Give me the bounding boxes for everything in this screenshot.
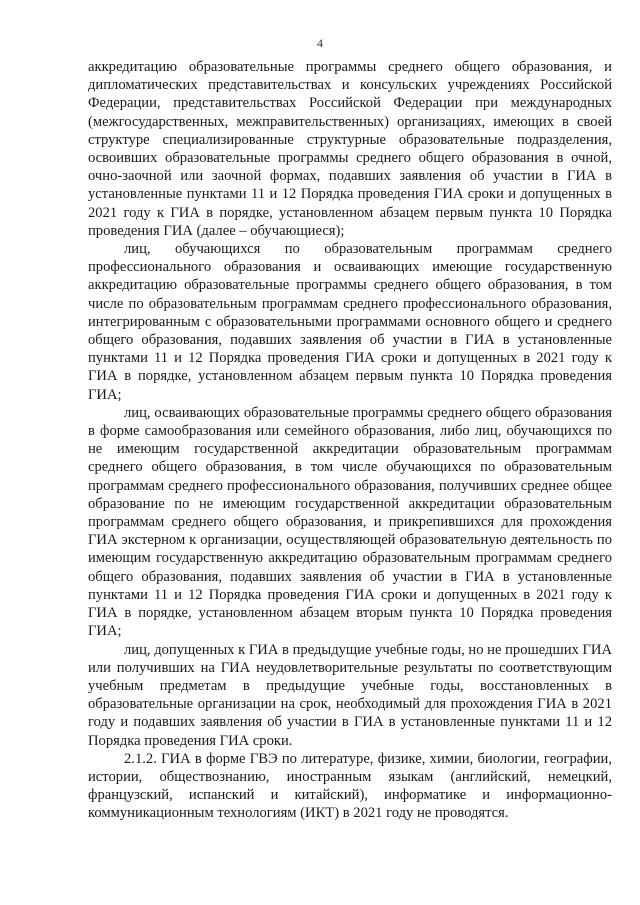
paragraph-previous-years: лиц, допущенных к ГИА в предыдущие учебные годы, но не прошедших ГИА или получивших на ГИА неудовлетворительные результаты по соответствующим учебным предметам в предыдущие учебные годы, восстановленных в образовательные организации на срок, необходимый для прохождения ГИА в 2021 году и подавших заявления об участии в ГИА в установленные пунктами 11 и 12 Порядка проведения ГИА сроки. — [88, 641, 612, 749]
page-number: 4 — [317, 36, 323, 50]
paragraph-self-education: лиц, осваивающих образовательные программы среднего общего образования в форме самообразования или семейного образования, либо лиц, обучающихся по не имеющим государственной аккредитации образовательным программам среднего общего образования, в том числе обучающихся по образовательным программам среднего профессионального образования, получивших среднее общее образование по не имеющим государственной аккредитации образовательным программам среднего общего образования, и прикрепившихся для прохождения ГИА экстерном к организации, осуществляющей образовательную деятельность по имеющим государственную аккредитацию образовательным программам среднего общего образования, подавших заявления об участии в ГИА в установленные пунктами 11 и 12 Порядка проведения ГИА сроки и допущенных в 2021 году к ГИА в порядке, установленном абзацем вторым пункта 10 Порядка проведения ГИА; — [88, 404, 612, 640]
paragraph-spo-students: лиц, обучающихся по образовательным программам среднего профессионального образования и осваивающих имеющие государственную аккредитацию образовательные программы среднего общего образования, в том числе по образовательным программам среднего профессионального образования, интегрированным с образовательными программами основного общего и среднего общего образования, подавших заявления об участии в ГИА в установленные пунктами 11 и 12 Порядка проведения ГИА сроки и допущенных в 2021 году к ГИА в порядке, установленном абзацем первым пункта 10 Порядка проведения ГИА; — [88, 241, 612, 403]
paragraph-clause-2-1-2: 2.1.2. ГИА в форме ГВЭ по литературе, физике, химии, биологии, географии, истории, обществознанию, иностранным языкам (английский, немецкий, французский, испанский и китайский), информатике и информационно-коммуникационным технологиям (ИКТ) в 2021 году не проводятся. — [88, 750, 612, 822]
paragraph-continuation: аккредитацию образовательные программы среднего общего образования, и дипломатических представительствах и консульских учреждениях Российской Федерации, представительствах Российской Федерации при международных (межгосударственных, межправительственных) организациях, имеющих в своей структуре специализированные структурные образовательные подразделения, освоивших образовательные программы среднего общего образования в очной, очно-заочной или заочной формах, подавших заявления об участии в ГИА в установленные пунктами 11 и 12 Порядка проведения ГИА сроки и допущенных в 2021 году к ГИА в порядке, установленном абзацем первым пункта 10 Порядка проведения ГИА (далее – обучающиеся); — [88, 59, 612, 239]
document-body — [88, 58, 612, 823]
